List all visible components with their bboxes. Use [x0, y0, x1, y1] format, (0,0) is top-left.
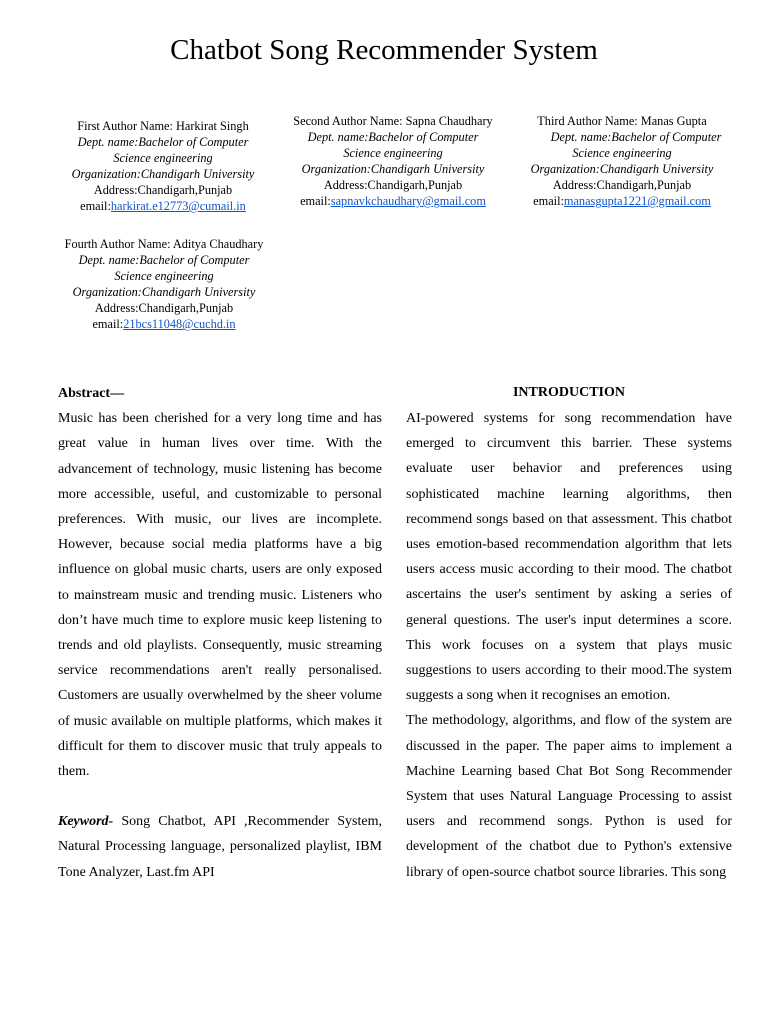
- author-name: Fourth Author Name: Aditya Chaudhary: [64, 237, 264, 251]
- keywords-text: Song Chatbot, API ,Recommender System, Natural Processing language, personalized playlist, IBM Tone Analyzer, Last.fm API: [58, 814, 382, 880]
- abstract-body: Music has been cherished for a very long time and has great value in human lives over time. With the advancement of technology, music listening has become more accessible, useful, and customizable to personal preferences. With music, our lives are incomplete. However, because social media platforms have a big influence on global music charts, users are only exposed to mainstream music and trending music. Listeners who don’t have much time to explore music keep listening to trends and old playlists. Consequently, music streaming service recommendations aren't really personalised. Customers are usually overwhelmed by the sheer volume of music available on multiple platforms, which makes it difficult for them to discover music that truly appeals to them.: [58, 411, 382, 780]
- author-org: Organization:Chandigarh University: [71, 167, 255, 181]
- keywords-paragraph: [58, 809, 382, 885]
- author-address: Address:Chandigarh,Punjab: [94, 301, 234, 315]
- email-label: email:: [533, 194, 564, 208]
- author-email-link[interactable]: harkirat.e12773@cumail.in: [110, 199, 246, 213]
- author-dept: Dept. name:Bachelor of Computer: [550, 130, 722, 144]
- author-block-1: [58, 118, 268, 214]
- author-dept-cont: Science engineering: [572, 146, 672, 160]
- author-dept-cont: Science engineering: [114, 269, 214, 283]
- abstract-heading: Abstract—: [58, 386, 125, 401]
- author-dept: Dept. name:Bachelor of Computer: [77, 135, 249, 149]
- author-dept-cont: Science engineering: [113, 151, 213, 165]
- author-block-2: [283, 113, 503, 209]
- paper-title: Chatbot Song Recommender System: [170, 34, 598, 66]
- author-email-link[interactable]: sapnavkchaudhary@gmail.com: [330, 194, 486, 208]
- introduction-column: [406, 406, 732, 885]
- author-org: Organization:Chandigarh University: [530, 162, 714, 176]
- author-dept-cont: Science engineering: [343, 146, 443, 160]
- author-address: Address:Chandigarh,Punjab: [93, 183, 233, 197]
- email-label: email:: [80, 199, 111, 213]
- introduction-heading: INTRODUCTION: [512, 385, 625, 400]
- author-email-link[interactable]: 21bcs11048@cuchd.in: [123, 317, 236, 331]
- author-name: Second Author Name: Sapna Chaudhary: [293, 114, 493, 128]
- author-org: Organization:Chandigarh University: [72, 285, 256, 299]
- author-email-line: [58, 198, 268, 214]
- author-email-line: [516, 193, 728, 209]
- keywords-label: Keyword-: [58, 814, 114, 830]
- author-dept: Dept. name:Bachelor of Computer: [307, 130, 479, 144]
- author-email-link[interactable]: manasgupta1221@gmail.com: [563, 194, 711, 208]
- author-name: Third Author Name: Manas Gupta: [537, 114, 707, 128]
- author-address: Address:Chandigarh,Punjab: [323, 178, 463, 192]
- introduction-paragraph-2: The methodology, algorithms, and flow of the system are discussed in the paper. The paper aims to implement a Machine Learning based Chat Bot Song Recommender System that uses Natural Language Processing to assist users and recommend songs. Python is used for development of the chatbot due to Python's extensive library of open-source chatbot source libraries. This song: [406, 713, 732, 880]
- author-name: First Author Name: Harkirat Singh: [77, 119, 249, 133]
- author-email-line: [283, 193, 503, 209]
- author-org: Organization:Chandigarh University: [301, 162, 485, 176]
- author-dept: Dept. name:Bachelor of Computer: [78, 253, 250, 267]
- email-label: email:: [300, 194, 331, 208]
- introduction-paragraph-1: AI-powered systems for song recommendation have emerged to circumvent this barrier. These systems evaluate user behavior and preferences using sophisticated machine learning algorithms, then recommend songs based on that assessment. This chatbot uses emotion-based recommendation algorithm that lets users access music according to their mood. The chatbot ascertains the user's sentiment by asking a series of general questions. The user's input determines a score. This work focuses on a system that plays music suggestions to users according to their mood.The system suggests a song when it recognises an emotion.: [406, 411, 732, 704]
- author-block-4: [56, 236, 272, 332]
- author-address: Address:Chandigarh,Punjab: [552, 178, 692, 192]
- author-block-3: [516, 113, 728, 209]
- abstract-column: [58, 381, 382, 885]
- email-label: email:: [92, 317, 124, 331]
- author-email-line: [56, 316, 272, 332]
